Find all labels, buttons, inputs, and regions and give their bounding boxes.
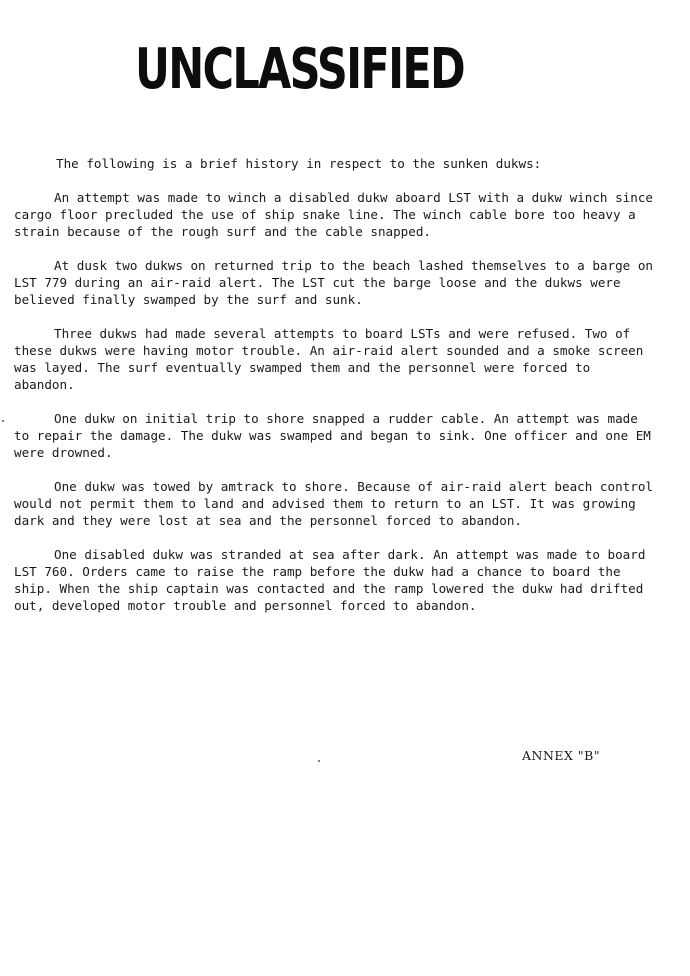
- paragraph-winch: An attempt was made to winch a disabled dukw aboard LST with a dukw winch since cargo floor precluded the use of ship snake line. The winch cable bore too heavy a strain because of the rough surf and the cable snapped.: [14, 190, 653, 239]
- annex-label: ANNEX "B": [522, 748, 601, 763]
- paragraph-rudder-cable: One dukw on initial trip to shore snapped a rudder cable. An attempt was made to repair the damage. The dukw was swamped and began to sink. One officer and one EM were drowned.: [14, 411, 651, 460]
- paragraph-smoke-screen: Three dukws had made several attempts to board LSTs and were refused. Two of these dukws were having motor trouble. An air-raid alert sounded and a smoke screen was layed. The surf eventually swamped them and the personnel were forced to abandon.: [14, 326, 644, 392]
- unclassified-stamp: UNCLASSIFIED: [135, 36, 464, 102]
- intro-line: The following is a brief history in respect to the sunken dukws:: [56, 156, 542, 171]
- paragraph-lst-760: One disabled dukw was stranded at sea after dark. An attempt was made to board LST 760. Orders came to raise the ramp before the dukw had a chance to board the ship. When the ship captain was contacted and the ramp lowered the dukw had drifted out, developed motor trouble and personnel forced to abandon.: [14, 547, 646, 613]
- paper-speck: [318, 760, 320, 762]
- paper-speck: [2, 420, 4, 422]
- paragraph-barge: At dusk two dukws on returned trip to the beach lashed themselves to a barge on LST 779 during an air-raid alert. The LST cut the barge loose and the dukws were believed finally swamped by the surf and sunk.: [14, 258, 653, 307]
- document-body: [14, 155, 654, 631]
- paragraph-amtrack: One dukw was towed by amtrack to shore. Because of air-raid alert beach control would not permit them to land and advised them to return to an LST. It was growing dark and they were lost at sea and the personnel forced to abandon.: [14, 479, 653, 528]
